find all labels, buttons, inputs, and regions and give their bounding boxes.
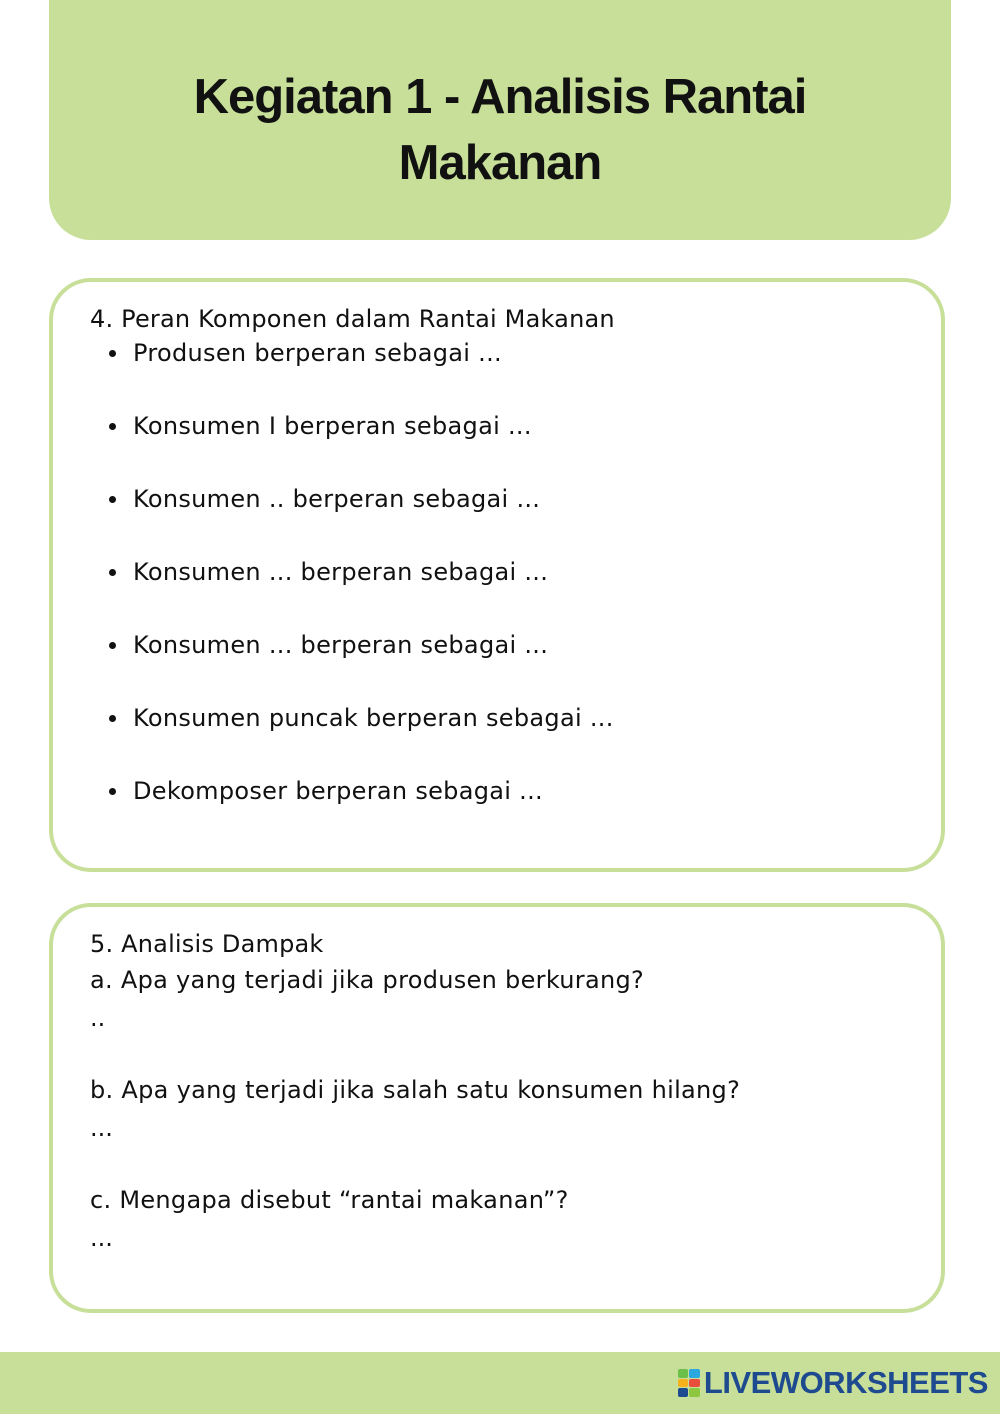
bullet-icon: [109, 496, 116, 503]
list-item-text: Produsen berperan sebagai ...: [133, 339, 502, 367]
page-title-line1: Kegiatan 1 - Analisis Rantai: [193, 70, 807, 124]
list-item-text: Dekomposer berperan sebagai ...: [133, 777, 543, 805]
list-item: [105, 484, 614, 557]
list-item: [105, 630, 614, 703]
answer-a[interactable]: ..: [90, 1004, 106, 1032]
footer-bar: [0, 1352, 1000, 1414]
logo-tile: [678, 1379, 689, 1388]
logo-tile: [678, 1369, 689, 1378]
page-title-line2: Makanan: [398, 136, 602, 190]
logo-tile: [689, 1379, 700, 1388]
section-4-heading: 4. Peran Komponen dalam Rantai Makanan: [90, 305, 615, 333]
logo-tile: [689, 1369, 700, 1378]
list-item: [105, 776, 614, 849]
logo-tile: [689, 1388, 700, 1397]
list-item-text: Konsumen puncak berperan sebagai ...: [133, 704, 614, 732]
list-item-text: Konsumen .. berperan sebagai ...: [133, 485, 541, 513]
bullet-icon: [109, 715, 116, 722]
list-item-text: Konsumen ... berperan sebagai ...: [133, 631, 549, 659]
list-item: [105, 557, 614, 630]
section-4-card: [49, 278, 945, 872]
answer-c[interactable]: ...: [90, 1224, 113, 1252]
list-item: [105, 411, 614, 484]
section-5-card: [49, 903, 945, 1313]
question-a: a. Apa yang terjadi jika produsen berkurang?: [90, 966, 645, 994]
bullet-icon: [109, 350, 116, 357]
list-item: [105, 338, 614, 411]
page-title: [194, 64, 807, 196]
liveworksheets-logo-icon: [678, 1369, 700, 1397]
bullet-icon: [109, 788, 116, 795]
list-item-text: Konsumen I berperan sebagai ...: [133, 412, 532, 440]
question-c: c. Mengapa disebut “rantai makanan”?: [90, 1186, 569, 1214]
bullet-icon: [109, 423, 116, 430]
section-5-heading: 5. Analisis Dampak: [90, 930, 324, 958]
list-item: [105, 703, 614, 776]
role-list: [105, 338, 614, 849]
liveworksheets-logo[interactable]: [678, 1366, 988, 1400]
question-b: b. Apa yang terjadi jika salah satu konsumen hilang?: [90, 1076, 741, 1104]
logo-text: LIVEWORKSHEETS: [703, 1365, 988, 1400]
title-banner: [49, 0, 951, 240]
logo-tile: [678, 1388, 689, 1397]
bullet-icon: [109, 569, 116, 576]
answer-b[interactable]: ...: [90, 1114, 113, 1142]
list-item-text: Konsumen ... berperan sebagai ...: [133, 558, 549, 586]
bullet-icon: [109, 642, 116, 649]
